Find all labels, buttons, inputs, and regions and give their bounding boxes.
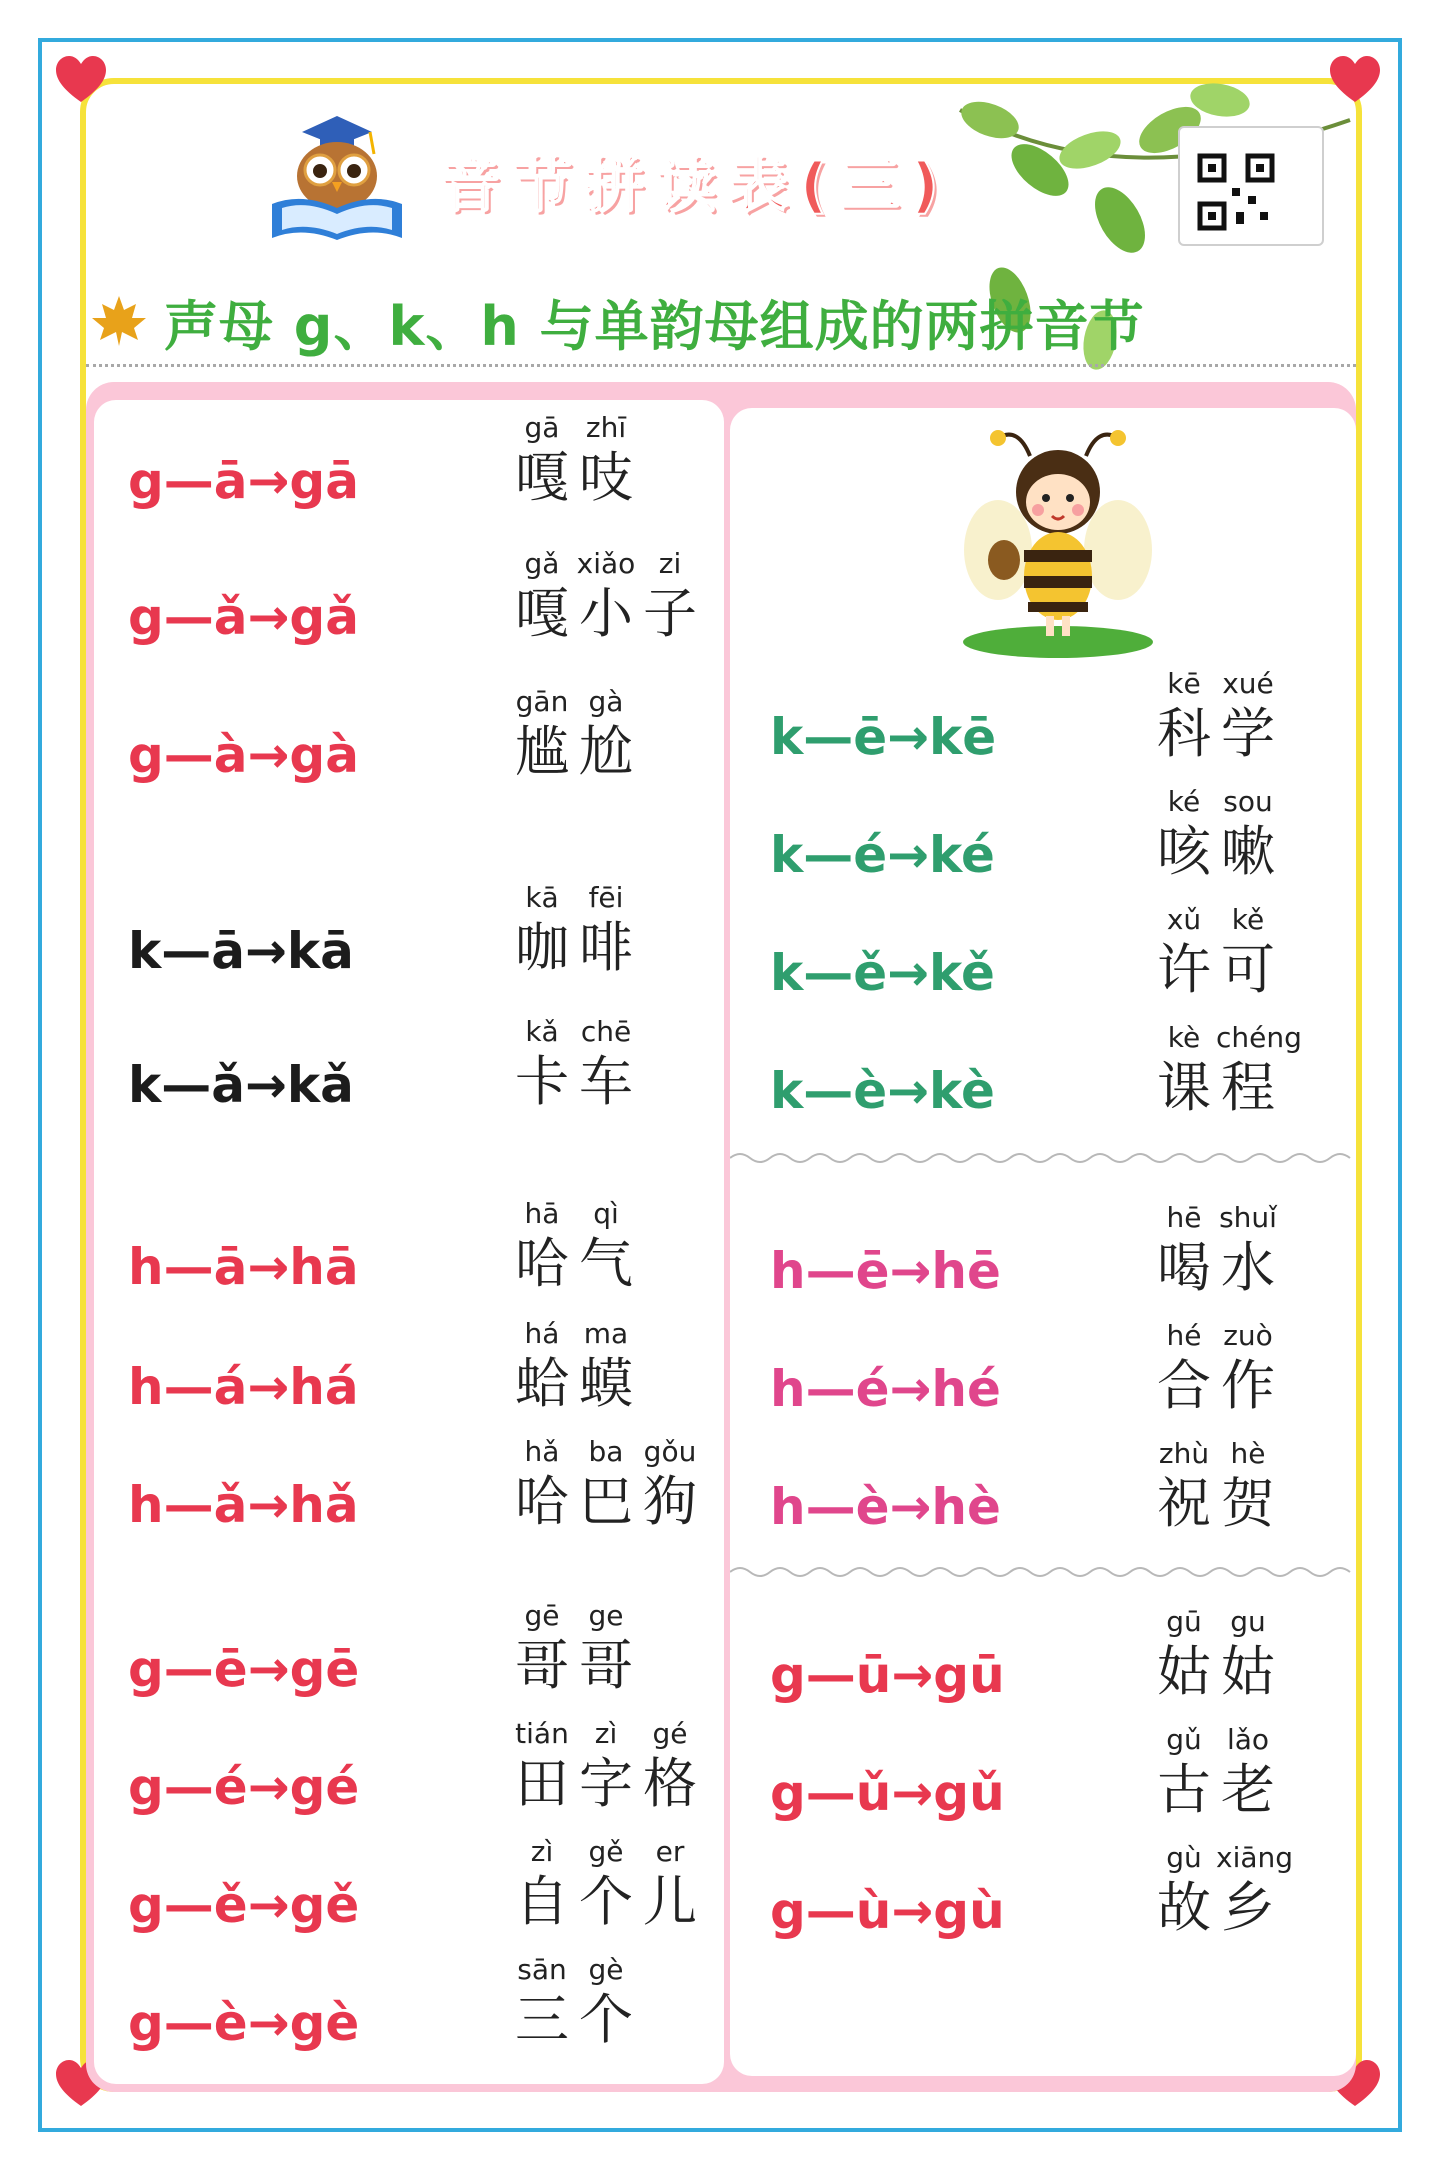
heart-icon bbox=[54, 54, 108, 108]
pinyin-character-pair bbox=[574, 1196, 638, 1314]
pinyin-character-pair bbox=[1216, 666, 1280, 784]
pinyin-character-pair bbox=[510, 1952, 574, 2070]
pinyin: kǎ bbox=[525, 1015, 559, 1048]
syllable-row bbox=[128, 1598, 748, 1716]
pinyin: ba bbox=[588, 1435, 624, 1468]
pinyin-character-pair bbox=[510, 1196, 574, 1314]
hanzi: 喝 bbox=[1157, 1236, 1211, 1299]
syllable-row bbox=[128, 1716, 748, 1834]
pinyin: há bbox=[524, 1317, 560, 1350]
syllable-row bbox=[770, 1722, 1390, 1840]
hanzi: 哥 bbox=[515, 1634, 569, 1697]
pinyin-character-pair bbox=[638, 546, 702, 664]
pinyin: xué bbox=[1222, 667, 1274, 700]
syllable-row bbox=[128, 1834, 748, 1952]
wavy-divider bbox=[730, 1148, 1356, 1168]
hanzi: 巴 bbox=[579, 1470, 633, 1533]
pinyin: kā bbox=[525, 881, 559, 914]
pinyin-character-pair bbox=[1152, 1840, 1216, 1958]
syllable-formula: k—ě→kě bbox=[770, 944, 995, 1002]
hanzi: 田 bbox=[515, 1752, 569, 1815]
pinyin-character-pair bbox=[638, 1834, 702, 1952]
hanzi: 气 bbox=[579, 1232, 633, 1295]
pinyin-character-pair bbox=[574, 1434, 638, 1552]
hanzi: 自 bbox=[515, 1870, 569, 1933]
syllable-row bbox=[770, 1200, 1390, 1318]
syllable-formula: g—ū→gū bbox=[770, 1646, 1005, 1704]
hanzi: 贺 bbox=[1221, 1472, 1275, 1535]
syllable-row bbox=[128, 1196, 748, 1314]
syllable-row bbox=[128, 1316, 748, 1434]
hanzi: 尬 bbox=[579, 720, 633, 783]
pinyin: zì bbox=[594, 1717, 618, 1750]
syllable-formula: h—ā→hā bbox=[128, 1238, 359, 1296]
syllable-row bbox=[128, 1014, 748, 1132]
pinyin: chē bbox=[580, 1015, 632, 1048]
pinyin-character-pair bbox=[1152, 1436, 1216, 1554]
pinyin-character-pair bbox=[510, 1014, 574, 1132]
owl-reading-book-icon bbox=[262, 104, 412, 244]
syllable-row bbox=[128, 546, 748, 664]
pinyin: tián bbox=[515, 1717, 569, 1750]
pinyin-character-pair bbox=[1216, 1722, 1280, 1840]
hanzi: 蛤 bbox=[515, 1352, 569, 1415]
hanzi: 儿 bbox=[643, 1870, 697, 1933]
hanzi: 咖 bbox=[515, 916, 569, 979]
pinyin-character-pair bbox=[1216, 1020, 1302, 1138]
pinyin-character-pair bbox=[510, 1598, 574, 1716]
syllable-formula: k—ā→kā bbox=[128, 922, 354, 980]
hanzi: 个 bbox=[579, 1988, 633, 2051]
pinyin: zì bbox=[530, 1835, 554, 1868]
hanzi: 狗 bbox=[643, 1470, 697, 1533]
hanzi: 古 bbox=[1157, 1758, 1211, 1821]
pinyin: gé bbox=[652, 1717, 688, 1750]
pinyin-character-pair bbox=[1216, 1318, 1280, 1436]
syllable-row bbox=[128, 1434, 748, 1552]
pinyin-character-pair bbox=[1152, 666, 1216, 784]
pinyin-character-pair bbox=[574, 1316, 638, 1434]
pinyin: gǔ bbox=[1166, 1723, 1202, 1756]
pinyin-character-pair bbox=[1152, 1604, 1216, 1722]
pinyin-character-pair bbox=[1152, 1722, 1216, 1840]
hanzi: 许 bbox=[1157, 938, 1211, 1001]
pinyin: lǎo bbox=[1226, 1723, 1270, 1756]
pinyin-character-pair bbox=[574, 1834, 638, 1952]
syllable-row bbox=[128, 1952, 748, 2070]
divider bbox=[86, 364, 1356, 367]
syllable-formula: g—ě→gě bbox=[128, 1876, 360, 1934]
hanzi: 个 bbox=[579, 1870, 633, 1933]
pinyin-character-pair bbox=[574, 410, 638, 528]
hanzi: 吱 bbox=[579, 446, 633, 509]
hanzi: 哥 bbox=[579, 1634, 633, 1697]
syllable-formula: g—ē→gē bbox=[128, 1640, 360, 1698]
pinyin: gu bbox=[1230, 1605, 1266, 1638]
pinyin: hē bbox=[1166, 1201, 1202, 1234]
pinyin: sou bbox=[1223, 785, 1273, 818]
hanzi: 卡 bbox=[515, 1050, 569, 1113]
pinyin-character-pair bbox=[1216, 902, 1280, 1020]
syllable-row bbox=[770, 1840, 1390, 1958]
syllable-formula: h—ē→hē bbox=[770, 1242, 1001, 1300]
pinyin-character-pair bbox=[510, 1834, 574, 1952]
pinyin-character-pair bbox=[1216, 784, 1280, 902]
pinyin-character-pair bbox=[1152, 1200, 1216, 1318]
hanzi: 合 bbox=[1157, 1354, 1211, 1417]
hanzi: 姑 bbox=[1221, 1640, 1275, 1703]
hanzi: 老 bbox=[1221, 1758, 1275, 1821]
pinyin-character-pair bbox=[510, 1316, 574, 1434]
hanzi: 嘎 bbox=[515, 582, 569, 645]
pinyin-character-pair bbox=[638, 1716, 702, 1834]
hanzi: 祝 bbox=[1157, 1472, 1211, 1535]
pinyin: xiāng bbox=[1216, 1841, 1294, 1874]
hanzi: 可 bbox=[1221, 938, 1275, 1001]
syllable-formula: g—é→gé bbox=[128, 1758, 360, 1816]
pinyin: ma bbox=[583, 1317, 629, 1350]
hanzi: 嗽 bbox=[1221, 820, 1275, 883]
pinyin-character-pair bbox=[574, 684, 638, 802]
pinyin-character-pair bbox=[1216, 1200, 1280, 1318]
syllable-row bbox=[770, 666, 1390, 784]
hanzi: 三 bbox=[515, 1988, 569, 2051]
syllable-row bbox=[770, 784, 1390, 902]
hanzi: 程 bbox=[1221, 1056, 1275, 1119]
syllable-formula: h—á→há bbox=[128, 1358, 359, 1416]
section-heading-text: 声母 g、k、h 与单韵母组成的两拼音节 bbox=[164, 295, 1145, 358]
pinyin: ké bbox=[1167, 785, 1201, 818]
hanzi: 车 bbox=[579, 1050, 633, 1113]
pinyin-character-pair bbox=[574, 1598, 638, 1716]
pinyin: kě bbox=[1231, 903, 1265, 936]
pinyin: shuǐ bbox=[1219, 1201, 1277, 1234]
hanzi: 姑 bbox=[1157, 1640, 1211, 1703]
pinyin-character-pair bbox=[1152, 902, 1216, 1020]
wavy-divider bbox=[730, 1562, 1356, 1582]
syllable-row bbox=[770, 1604, 1390, 1722]
syllable-formula: k—è→kè bbox=[770, 1062, 995, 1120]
pinyin: hè bbox=[1230, 1437, 1266, 1470]
hanzi: 作 bbox=[1221, 1354, 1275, 1417]
pinyin-character-pair bbox=[574, 546, 638, 664]
syllable-row bbox=[770, 1318, 1390, 1436]
pinyin-character-pair bbox=[1152, 784, 1216, 902]
pinyin-character-pair bbox=[510, 546, 574, 664]
pinyin: gè bbox=[588, 1953, 624, 1986]
syllable-row bbox=[128, 410, 748, 528]
syllable-formula: h—ǎ→hǎ bbox=[128, 1476, 359, 1534]
hanzi: 故 bbox=[1157, 1876, 1211, 1939]
syllable-row bbox=[128, 684, 748, 802]
section-heading bbox=[88, 280, 1188, 360]
pinyin: gù bbox=[1166, 1841, 1202, 1874]
bee-character-illustration bbox=[958, 420, 1158, 660]
pinyin: kè bbox=[1167, 1021, 1201, 1054]
hanzi: 嘎 bbox=[515, 446, 569, 509]
pinyin-character-pair bbox=[1216, 1436, 1280, 1554]
pinyin: gě bbox=[588, 1835, 624, 1868]
pinyin: hā bbox=[524, 1197, 560, 1230]
pinyin: chéng bbox=[1216, 1021, 1302, 1054]
pinyin-character-pair bbox=[510, 1434, 574, 1552]
pinyin: zuò bbox=[1223, 1319, 1273, 1352]
pinyin-character-pair bbox=[510, 1716, 574, 1834]
pinyin: sān bbox=[517, 1953, 567, 1986]
syllable-row bbox=[770, 1436, 1390, 1554]
hanzi: 学 bbox=[1221, 702, 1275, 765]
pinyin: fēi bbox=[588, 881, 624, 914]
pinyin: hǎ bbox=[524, 1435, 560, 1468]
hanzi: 格 bbox=[643, 1752, 697, 1815]
pinyin-character-pair bbox=[574, 1952, 638, 2070]
hanzi: 字 bbox=[579, 1752, 633, 1815]
pinyin-character-pair bbox=[510, 684, 574, 802]
pinyin-character-pair bbox=[638, 1434, 702, 1552]
hanzi: 小 bbox=[579, 582, 633, 645]
hanzi: 子 bbox=[643, 582, 697, 645]
pinyin: xiǎo bbox=[576, 547, 636, 580]
page-title: 音节拼读表(三) bbox=[440, 151, 951, 221]
hanzi: 啡 bbox=[579, 916, 633, 979]
pinyin: gū bbox=[1166, 1605, 1202, 1638]
pinyin: zi bbox=[658, 547, 682, 580]
syllable-formula: k—ē→kē bbox=[770, 708, 997, 766]
pinyin-character-pair bbox=[510, 410, 574, 528]
syllable-formula: g—è→gè bbox=[128, 1994, 360, 2052]
pinyin-character-pair bbox=[1216, 1840, 1294, 1958]
pinyin-character-pair bbox=[1216, 1604, 1280, 1722]
pinyin-character-pair bbox=[1152, 1318, 1216, 1436]
syllable-formula: k—é→ké bbox=[770, 826, 995, 884]
pinyin: gā bbox=[524, 411, 560, 444]
pinyin: hé bbox=[1166, 1319, 1202, 1352]
hanzi: 咳 bbox=[1157, 820, 1211, 883]
pinyin: gē bbox=[524, 1599, 560, 1632]
pinyin-character-pair bbox=[1152, 1020, 1216, 1138]
pinyin-character-pair bbox=[510, 880, 574, 998]
pinyin: qì bbox=[593, 1197, 619, 1230]
pinyin-character-pair bbox=[574, 880, 638, 998]
syllable-formula: h—é→hé bbox=[770, 1360, 1001, 1418]
pinyin: gān bbox=[515, 685, 569, 718]
hanzi: 哈 bbox=[515, 1232, 569, 1295]
syllable-formula: g—ǎ→gǎ bbox=[128, 588, 359, 646]
hanzi: 课 bbox=[1157, 1056, 1211, 1119]
pinyin: gà bbox=[588, 685, 624, 718]
pinyin: zhù bbox=[1158, 1437, 1210, 1470]
syllable-formula: g—à→gà bbox=[128, 726, 359, 784]
pinyin: gǒu bbox=[643, 1435, 697, 1468]
pinyin: xǔ bbox=[1166, 903, 1202, 936]
hanzi: 尴 bbox=[515, 720, 569, 783]
hanzi: 乡 bbox=[1221, 1876, 1275, 1939]
syllable-formula: g—ǔ→gǔ bbox=[770, 1764, 1005, 1822]
syllable-row bbox=[770, 1020, 1390, 1138]
pinyin-character-pair bbox=[574, 1716, 638, 1834]
hanzi: 科 bbox=[1157, 702, 1211, 765]
pinyin: gǎ bbox=[524, 547, 560, 580]
hanzi: 哈 bbox=[515, 1470, 569, 1533]
pinyin-character-pair bbox=[574, 1014, 638, 1132]
hanzi: 蟆 bbox=[579, 1352, 633, 1415]
qr-code[interactable] bbox=[1178, 126, 1324, 246]
syllable-formula: g—ā→gā bbox=[128, 452, 359, 510]
hanzi: 水 bbox=[1221, 1236, 1275, 1299]
pinyin: kē bbox=[1167, 667, 1201, 700]
pinyin: er bbox=[655, 1835, 685, 1868]
maple-leaf-icon bbox=[88, 292, 150, 348]
pinyin: zhī bbox=[585, 411, 627, 444]
syllable-formula: h—è→hè bbox=[770, 1478, 1001, 1536]
syllable-formula: k—ǎ→kǎ bbox=[128, 1056, 354, 1114]
pinyin: ge bbox=[588, 1599, 624, 1632]
syllable-row bbox=[770, 902, 1390, 1020]
syllable-row bbox=[128, 880, 748, 998]
syllable-formula: g—ù→gù bbox=[770, 1882, 1005, 1940]
